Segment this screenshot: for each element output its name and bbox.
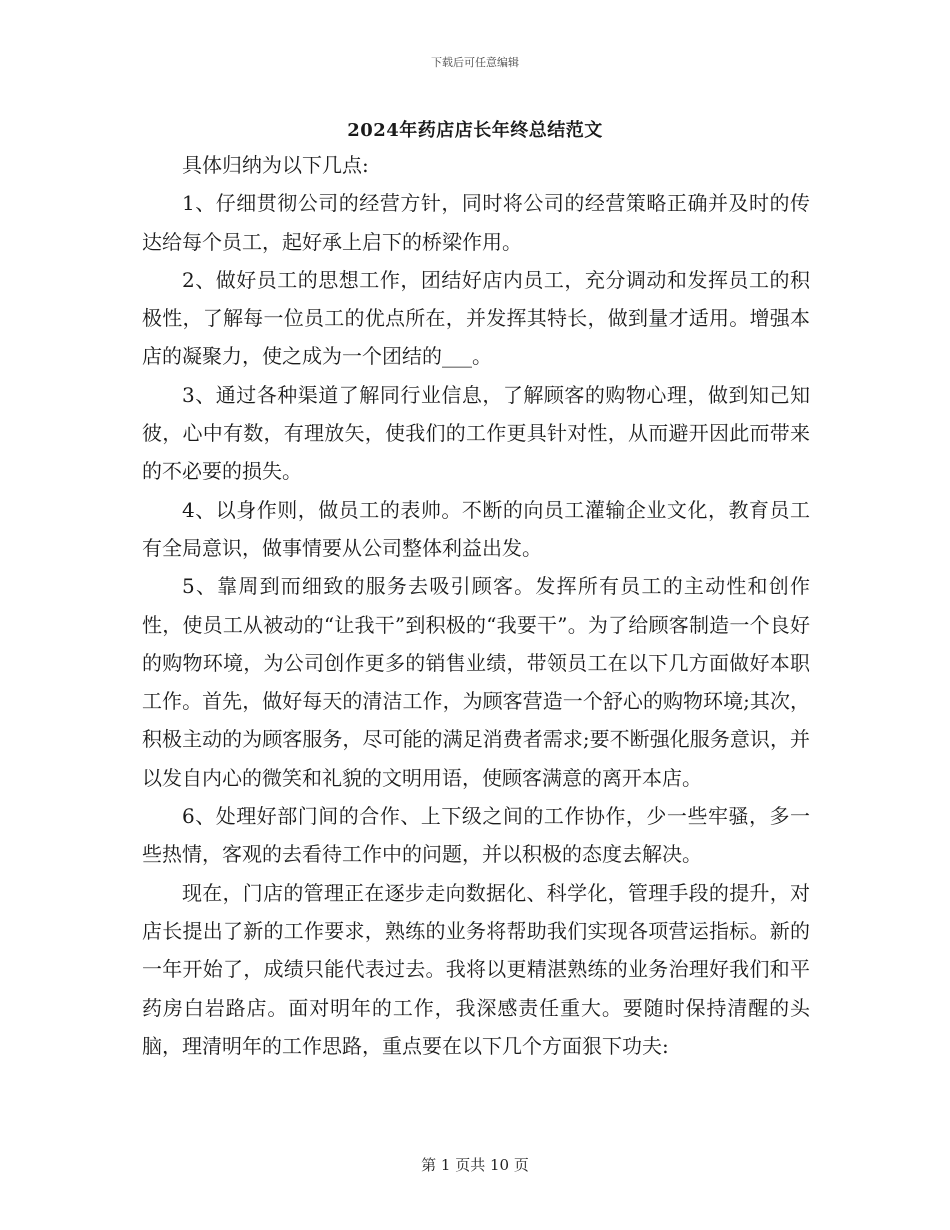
paragraph-outlook: 现在，门店的管理正在逐步走向数据化、科学化，管理手段的提升，对店长提出了新的工作要求，熟练的业务将帮助我们实现各项营运指标。新的一年开始了，成绩只能代表过去。我将以更精湛熟练的业务治理好我们和平药房白岩路店。面对明年的工作，我深感责任重大。要随时保持清醒的头脑，理清明年的工作思路，重点要在以下几个方面狠下功夫: — [142, 880, 810, 1058]
page-header: 下载后可任意编辑 — [431, 56, 519, 69]
document-body — [142, 146, 810, 1065]
paragraph-point-4: 4、以身作则，做员工的表帅。不断的向员工灌输企业文化，教育员工有全局意识，做事情要从公司整体利益出发。 — [142, 497, 810, 560]
paragraph-point-6: 6、处理好部门间的合作、上下级之间的工作协作，少一些牢骚，多一些热情，客观的去看待工作中的问题，并以积极的态度去解决。 — [142, 804, 810, 867]
paragraph-point-3: 3、通过各种渠道了解同行业信息，了解顾客的购物心理，做到知己知彼，心中有数，有理放矢，使我们的工作更具针对性，从而避开因此而带来的不必要的损失。 — [142, 382, 810, 484]
page-footer: 第 1 页共 10 页 — [421, 1156, 529, 1174]
paragraph-point-2: 2、做好员工的思想工作，团结好店内员工，充分调动和发挥员工的积极性，了解每一位员工的优点所在，并发挥其特长，做到量才适用。增强本店的凝聚力，使之成为一个团结的___。 — [142, 267, 810, 369]
paragraph-point-5: 5、靠周到而细致的服务去吸引顾客。发挥所有员工的主动性和创作性，使员工从被动的“让我干”到积极的“我要干”。为了给顾客制造一个良好的购物环境，为公司创作更多的销售业绩，带领员工在以下几方面做好本职工作。首先，做好每天的清洁工作，为顾客营造一个舒心的购物环境;其次，积极主动的为顾客服务，尽可能的满足消费者需求;要不断强化服务意识，并以发自内心的微笑和礼貌的文明用语，使顾客满意的离开本店。 — [142, 574, 810, 790]
paragraph-point-1: 1、仔细贯彻公司的经营方针，同时将公司的经营策略正确并及时的传达给每个员工，起好承上启下的桥梁作用。 — [142, 191, 810, 254]
paragraph-intro: 具体归纳为以下几点: — [182, 153, 369, 177]
document-title: 2024年药店店长年终总结范文 — [347, 120, 603, 141]
